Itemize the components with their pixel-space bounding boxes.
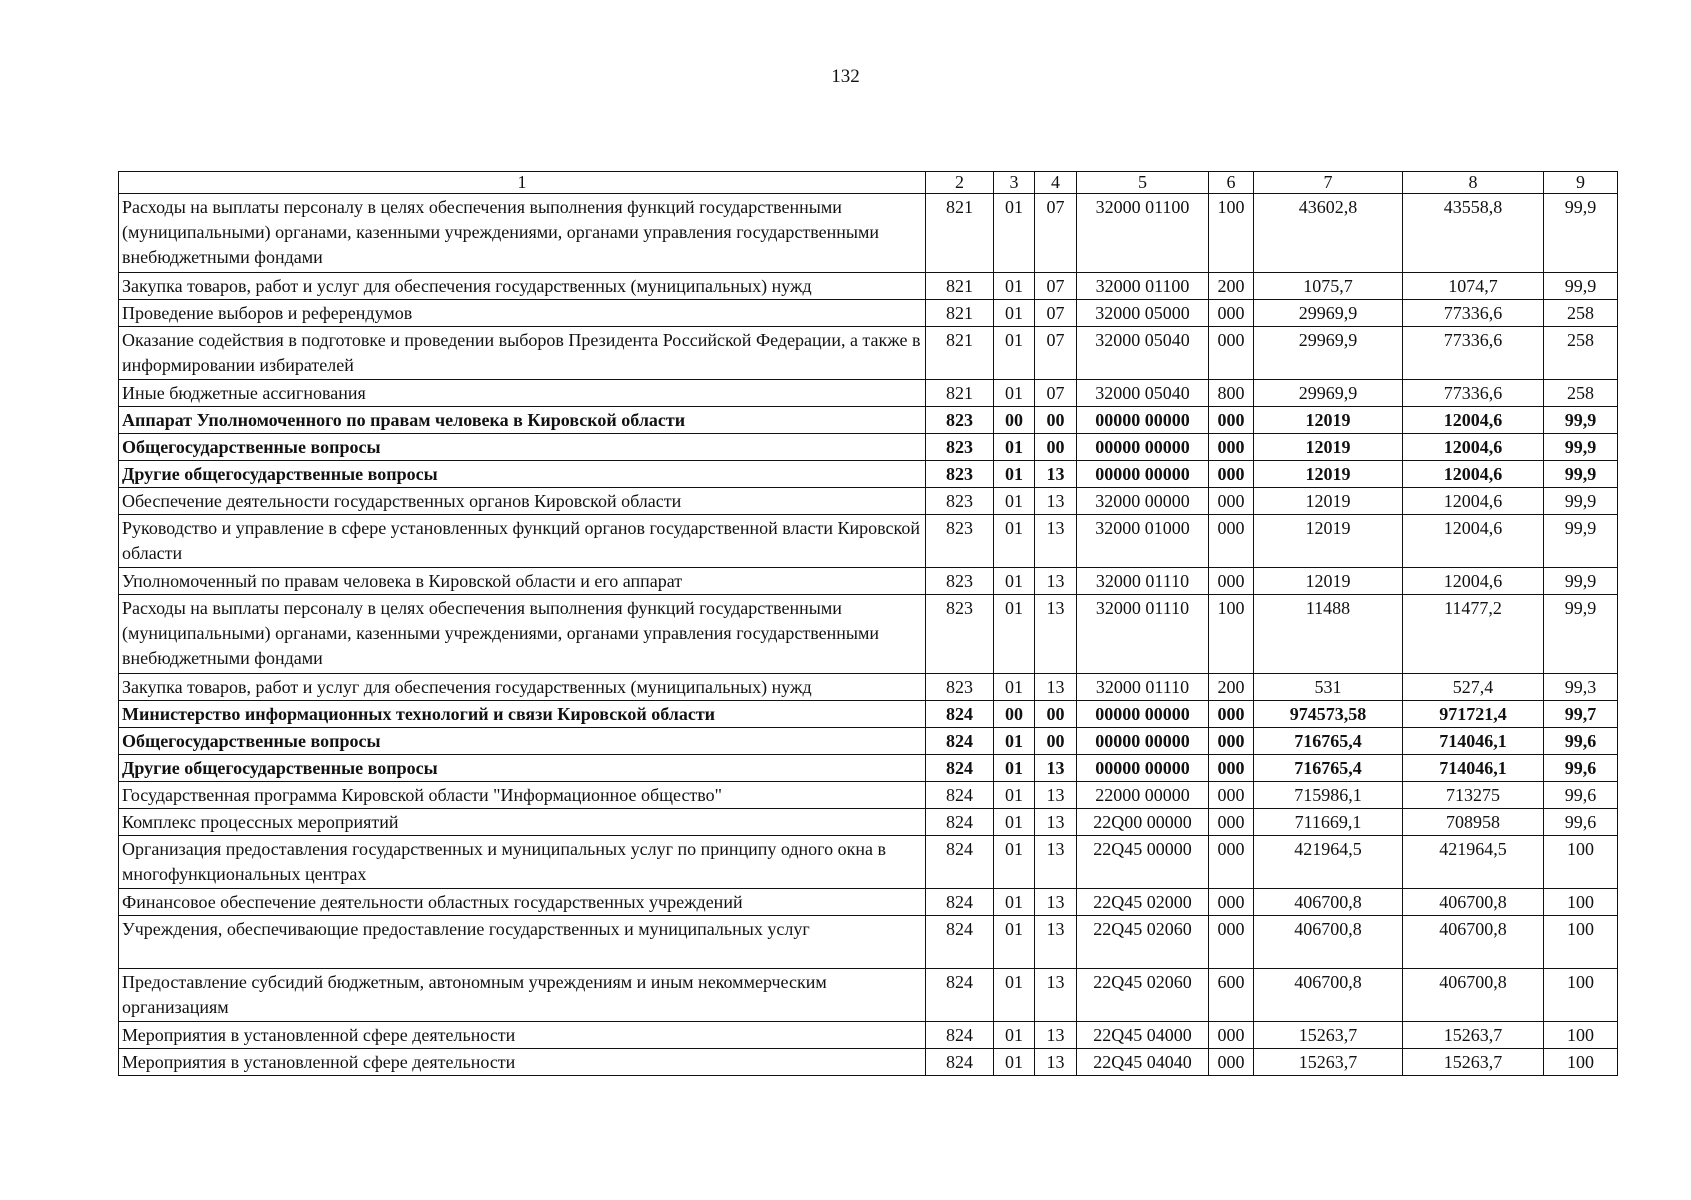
row-name: Комплекс процессных мероприятий	[119, 809, 926, 836]
cell-planned: 43602,8	[1254, 194, 1403, 273]
cell-subsection: 00	[1035, 434, 1077, 461]
cell-percent: 258	[1544, 300, 1618, 327]
cell-actual: 12004,6	[1403, 434, 1544, 461]
cell-target-article: 22Q45 00000	[1077, 836, 1209, 889]
cell-expense-type: 000	[1209, 568, 1254, 595]
cell-actual: 12004,6	[1403, 568, 1544, 595]
cell-subsection: 13	[1035, 515, 1077, 568]
cell-planned: 406700,8	[1254, 969, 1403, 1022]
cell-planned: 1075,7	[1254, 273, 1403, 300]
cell-section: 00	[994, 701, 1035, 728]
cell-actual: 15263,7	[1403, 1049, 1544, 1076]
cell-section: 01	[994, 728, 1035, 755]
table-row	[119, 836, 1618, 889]
table-row	[119, 701, 1618, 728]
cell-target-article: 32000 01110	[1077, 595, 1209, 674]
cell-subsection: 13	[1035, 461, 1077, 488]
table-row	[119, 595, 1618, 674]
cell-ministry-code: 821	[926, 300, 994, 327]
table-row	[119, 380, 1618, 407]
cell-section: 01	[994, 461, 1035, 488]
table-row	[119, 728, 1618, 755]
cell-ministry-code: 824	[926, 889, 994, 916]
table-row	[119, 889, 1618, 916]
cell-target-article: 22Q45 02060	[1077, 916, 1209, 969]
table-row	[119, 969, 1618, 1022]
cell-planned: 716765,4	[1254, 728, 1403, 755]
cell-subsection: 13	[1035, 969, 1077, 1022]
row-name: Расходы на выплаты персоналу в целях обеспечения выполнения функций государственными (муниципальными) органами, казенными учреждениями, органами управления государственными внебюджетными фондами	[119, 194, 926, 273]
cell-actual: 406700,8	[1403, 916, 1544, 969]
table-row	[119, 273, 1618, 300]
cell-planned: 711669,1	[1254, 809, 1403, 836]
cell-subsection: 13	[1035, 674, 1077, 701]
cell-percent: 99,3	[1544, 674, 1618, 701]
row-name: Руководство и управление в сфере установленных функций органов государственной власти Кировской области	[119, 515, 926, 568]
col-header-5: 5	[1077, 172, 1209, 194]
cell-subsection: 13	[1035, 782, 1077, 809]
cell-expense-type: 000	[1209, 809, 1254, 836]
col-header-1: 1	[119, 172, 926, 194]
cell-section: 01	[994, 809, 1035, 836]
col-header-8: 8	[1403, 172, 1544, 194]
row-name: Проведение выборов и референдумов	[119, 300, 926, 327]
table-row	[119, 461, 1618, 488]
cell-planned: 15263,7	[1254, 1049, 1403, 1076]
row-name: Общегосударственные вопросы	[119, 434, 926, 461]
table-row	[119, 407, 1618, 434]
cell-section: 00	[994, 407, 1035, 434]
cell-section: 01	[994, 515, 1035, 568]
cell-planned: 12019	[1254, 434, 1403, 461]
cell-expense-type: 000	[1209, 1049, 1254, 1076]
cell-section: 01	[994, 782, 1035, 809]
col-header-3: 3	[994, 172, 1035, 194]
cell-target-article: 22Q45 02060	[1077, 969, 1209, 1022]
table-row	[119, 488, 1618, 515]
cell-ministry-code: 821	[926, 194, 994, 273]
cell-percent: 99,9	[1544, 461, 1618, 488]
table-row	[119, 434, 1618, 461]
row-name: Предоставление субсидий бюджетным, автономным учреждениям и иным некоммерческим организациям	[119, 969, 926, 1022]
cell-target-article: 22Q45 04000	[1077, 1022, 1209, 1049]
cell-expense-type: 200	[1209, 273, 1254, 300]
cell-target-article: 00000 00000	[1077, 407, 1209, 434]
cell-section: 01	[994, 1022, 1035, 1049]
cell-expense-type: 000	[1209, 434, 1254, 461]
cell-planned: 15263,7	[1254, 1022, 1403, 1049]
table-row	[119, 568, 1618, 595]
table-row	[119, 674, 1618, 701]
cell-percent: 99,6	[1544, 782, 1618, 809]
cell-subsection: 13	[1035, 916, 1077, 969]
table-row	[119, 916, 1618, 969]
row-name: Общегосударственные вопросы	[119, 728, 926, 755]
cell-actual: 12004,6	[1403, 515, 1544, 568]
cell-ministry-code: 824	[926, 969, 994, 1022]
cell-expense-type: 000	[1209, 461, 1254, 488]
row-name: Закупка товаров, работ и услуг для обеспечения государственных (муниципальных) нужд	[119, 273, 926, 300]
cell-subsection: 00	[1035, 701, 1077, 728]
cell-section: 01	[994, 300, 1035, 327]
cell-planned: 974573,58	[1254, 701, 1403, 728]
cell-subsection: 07	[1035, 194, 1077, 273]
cell-planned: 11488	[1254, 595, 1403, 674]
cell-planned: 406700,8	[1254, 916, 1403, 969]
cell-target-article: 32000 01100	[1077, 194, 1209, 273]
col-header-7: 7	[1254, 172, 1403, 194]
cell-ministry-code: 823	[926, 407, 994, 434]
cell-planned: 715986,1	[1254, 782, 1403, 809]
cell-expense-type: 000	[1209, 782, 1254, 809]
cell-expense-type: 000	[1209, 488, 1254, 515]
row-name: Другие общегосударственные вопросы	[119, 461, 926, 488]
cell-subsection: 07	[1035, 327, 1077, 380]
cell-target-article: 22Q45 04040	[1077, 1049, 1209, 1076]
cell-subsection: 13	[1035, 568, 1077, 595]
cell-subsection: 00	[1035, 728, 1077, 755]
row-name: Уполномоченный по правам человека в Кировской области и его аппарат	[119, 568, 926, 595]
cell-ministry-code: 824	[926, 782, 994, 809]
table-row	[119, 327, 1618, 380]
cell-ministry-code: 824	[926, 836, 994, 889]
cell-subsection: 13	[1035, 836, 1077, 889]
row-name: Иные бюджетные ассигнования	[119, 380, 926, 407]
cell-planned: 406700,8	[1254, 889, 1403, 916]
cell-section: 01	[994, 595, 1035, 674]
cell-subsection: 00	[1035, 407, 1077, 434]
cell-ministry-code: 821	[926, 327, 994, 380]
cell-subsection: 13	[1035, 1049, 1077, 1076]
cell-section: 01	[994, 969, 1035, 1022]
cell-percent: 99,6	[1544, 809, 1618, 836]
cell-subsection: 13	[1035, 488, 1077, 515]
cell-target-article: 22Q00 00000	[1077, 809, 1209, 836]
row-name: Аппарат Уполномоченного по правам человека в Кировской области	[119, 407, 926, 434]
table-row	[119, 515, 1618, 568]
cell-percent: 99,7	[1544, 701, 1618, 728]
table-row	[119, 194, 1618, 273]
table-row	[119, 809, 1618, 836]
cell-section: 01	[994, 194, 1035, 273]
row-name: Финансовое обеспечение деятельности областных государственных учреждений	[119, 889, 926, 916]
cell-target-article: 32000 01100	[1077, 273, 1209, 300]
cell-actual: 713275	[1403, 782, 1544, 809]
cell-actual: 77336,6	[1403, 380, 1544, 407]
cell-target-article: 32000 00000	[1077, 488, 1209, 515]
cell-actual: 77336,6	[1403, 327, 1544, 380]
cell-expense-type: 000	[1209, 889, 1254, 916]
row-name: Учреждения, обеспечивающие предоставление государственных и муниципальных услуг	[119, 916, 926, 969]
cell-target-article: 32000 01110	[1077, 674, 1209, 701]
cell-percent: 99,6	[1544, 755, 1618, 782]
table-row	[119, 1022, 1618, 1049]
cell-percent: 258	[1544, 380, 1618, 407]
cell-planned: 12019	[1254, 461, 1403, 488]
cell-section: 01	[994, 488, 1035, 515]
cell-section: 01	[994, 568, 1035, 595]
cell-expense-type: 000	[1209, 300, 1254, 327]
cell-ministry-code: 821	[926, 273, 994, 300]
cell-actual: 15263,7	[1403, 1022, 1544, 1049]
cell-ministry-code: 823	[926, 461, 994, 488]
cell-target-article: 32000 05040	[1077, 380, 1209, 407]
cell-percent: 100	[1544, 1022, 1618, 1049]
cell-expense-type: 000	[1209, 515, 1254, 568]
header-row	[119, 172, 1618, 194]
cell-actual: 77336,6	[1403, 300, 1544, 327]
cell-ministry-code: 823	[926, 515, 994, 568]
cell-actual: 708958	[1403, 809, 1544, 836]
row-name: Другие общегосударственные вопросы	[119, 755, 926, 782]
table-row	[119, 1049, 1618, 1076]
cell-ministry-code: 823	[926, 595, 994, 674]
cell-target-article: 32000 01110	[1077, 568, 1209, 595]
cell-target-article: 22000 00000	[1077, 782, 1209, 809]
cell-expense-type: 000	[1209, 728, 1254, 755]
cell-percent: 100	[1544, 889, 1618, 916]
row-name: Мероприятия в установленной сфере деятельности	[119, 1022, 926, 1049]
cell-planned: 421964,5	[1254, 836, 1403, 889]
cell-section: 01	[994, 434, 1035, 461]
cell-ministry-code: 821	[926, 380, 994, 407]
cell-percent: 99,9	[1544, 273, 1618, 300]
cell-section: 01	[994, 836, 1035, 889]
cell-actual: 12004,6	[1403, 407, 1544, 434]
cell-actual: 11477,2	[1403, 595, 1544, 674]
cell-ministry-code: 823	[926, 434, 994, 461]
row-name: Организация предоставления государственных и муниципальных услуг по принципу одного окна в многофункциональных центрах	[119, 836, 926, 889]
cell-target-article: 00000 00000	[1077, 461, 1209, 488]
cell-section: 01	[994, 327, 1035, 380]
cell-section: 01	[994, 380, 1035, 407]
cell-expense-type: 000	[1209, 407, 1254, 434]
cell-expense-type: 100	[1209, 194, 1254, 273]
cell-expense-type: 000	[1209, 916, 1254, 969]
table-row	[119, 755, 1618, 782]
cell-expense-type: 000	[1209, 701, 1254, 728]
cell-section: 01	[994, 889, 1035, 916]
cell-percent: 99,9	[1544, 488, 1618, 515]
cell-subsection: 07	[1035, 300, 1077, 327]
cell-ministry-code: 824	[926, 916, 994, 969]
cell-percent: 99,9	[1544, 595, 1618, 674]
cell-percent: 99,9	[1544, 568, 1618, 595]
col-header-2: 2	[926, 172, 994, 194]
cell-expense-type: 600	[1209, 969, 1254, 1022]
cell-section: 01	[994, 755, 1035, 782]
cell-subsection: 13	[1035, 889, 1077, 916]
cell-percent: 100	[1544, 969, 1618, 1022]
cell-planned: 29969,9	[1254, 380, 1403, 407]
row-name: Закупка товаров, работ и услуг для обеспечения государственных (муниципальных) нужд	[119, 674, 926, 701]
cell-percent: 100	[1544, 1049, 1618, 1076]
cell-planned: 716765,4	[1254, 755, 1403, 782]
cell-actual: 714046,1	[1403, 728, 1544, 755]
cell-ministry-code: 824	[926, 701, 994, 728]
cell-target-article: 32000 01000	[1077, 515, 1209, 568]
cell-section: 01	[994, 1049, 1035, 1076]
cell-target-article: 00000 00000	[1077, 434, 1209, 461]
cell-target-article: 32000 05000	[1077, 300, 1209, 327]
cell-actual: 1074,7	[1403, 273, 1544, 300]
cell-percent: 99,6	[1544, 728, 1618, 755]
cell-ministry-code: 823	[926, 674, 994, 701]
cell-percent: 99,9	[1544, 194, 1618, 273]
cell-ministry-code: 824	[926, 1049, 994, 1076]
cell-planned: 12019	[1254, 488, 1403, 515]
cell-planned: 12019	[1254, 407, 1403, 434]
cell-actual: 406700,8	[1403, 889, 1544, 916]
cell-target-article: 00000 00000	[1077, 755, 1209, 782]
cell-planned: 531	[1254, 674, 1403, 701]
cell-subsection: 13	[1035, 1022, 1077, 1049]
cell-expense-type: 800	[1209, 380, 1254, 407]
cell-planned: 29969,9	[1254, 300, 1403, 327]
cell-target-article: 00000 00000	[1077, 701, 1209, 728]
row-name: Обеспечение деятельности государственных органов Кировской области	[119, 488, 926, 515]
page-number: 132	[831, 66, 860, 87]
cell-expense-type: 000	[1209, 836, 1254, 889]
table-row	[119, 300, 1618, 327]
cell-planned: 12019	[1254, 568, 1403, 595]
row-name: Государственная программа Кировской области "Информационное общество"	[119, 782, 926, 809]
cell-ministry-code: 823	[926, 488, 994, 515]
cell-ministry-code: 824	[926, 1022, 994, 1049]
cell-actual: 421964,5	[1403, 836, 1544, 889]
cell-subsection: 07	[1035, 380, 1077, 407]
col-header-6: 6	[1209, 172, 1254, 194]
cell-expense-type: 000	[1209, 1022, 1254, 1049]
cell-percent: 99,9	[1544, 434, 1618, 461]
cell-actual: 12004,6	[1403, 488, 1544, 515]
cell-ministry-code: 823	[926, 568, 994, 595]
cell-actual: 527,4	[1403, 674, 1544, 701]
cell-ministry-code: 824	[926, 728, 994, 755]
cell-subsection: 13	[1035, 809, 1077, 836]
col-header-9: 9	[1544, 172, 1618, 194]
cell-subsection: 07	[1035, 273, 1077, 300]
cell-ministry-code: 824	[926, 755, 994, 782]
cell-ministry-code: 824	[926, 809, 994, 836]
cell-actual: 714046,1	[1403, 755, 1544, 782]
table-row	[119, 782, 1618, 809]
cell-expense-type: 200	[1209, 674, 1254, 701]
row-name: Мероприятия в установленной сфере деятельности	[119, 1049, 926, 1076]
cell-planned: 12019	[1254, 515, 1403, 568]
row-name: Расходы на выплаты персоналу в целях обеспечения выполнения функций государственными (муниципальными) органами, казенными учреждениями, органами управления государственными внебюджетными фондами	[119, 595, 926, 674]
cell-actual: 406700,8	[1403, 969, 1544, 1022]
cell-subsection: 13	[1035, 595, 1077, 674]
cell-percent: 99,9	[1544, 515, 1618, 568]
cell-expense-type: 100	[1209, 595, 1254, 674]
cell-percent: 100	[1544, 836, 1618, 889]
cell-percent: 258	[1544, 327, 1618, 380]
cell-expense-type: 000	[1209, 327, 1254, 380]
cell-percent: 99,9	[1544, 407, 1618, 434]
cell-section: 01	[994, 916, 1035, 969]
col-header-4: 4	[1035, 172, 1077, 194]
cell-actual: 971721,4	[1403, 701, 1544, 728]
budget-table	[118, 171, 1618, 1076]
cell-subsection: 13	[1035, 755, 1077, 782]
cell-section: 01	[994, 674, 1035, 701]
cell-actual: 43558,8	[1403, 194, 1544, 273]
row-name: Оказание содействия в подготовке и проведении выборов Президента Российской Федерации, а также в информировании избирателей	[119, 327, 926, 380]
cell-percent: 100	[1544, 916, 1618, 969]
cell-target-article: 00000 00000	[1077, 728, 1209, 755]
cell-target-article: 32000 05040	[1077, 327, 1209, 380]
cell-section: 01	[994, 273, 1035, 300]
row-name: Министерство информационных технологий и связи Кировской области	[119, 701, 926, 728]
cell-planned: 29969,9	[1254, 327, 1403, 380]
cell-expense-type: 000	[1209, 755, 1254, 782]
cell-target-article: 22Q45 02000	[1077, 889, 1209, 916]
cell-actual: 12004,6	[1403, 461, 1544, 488]
